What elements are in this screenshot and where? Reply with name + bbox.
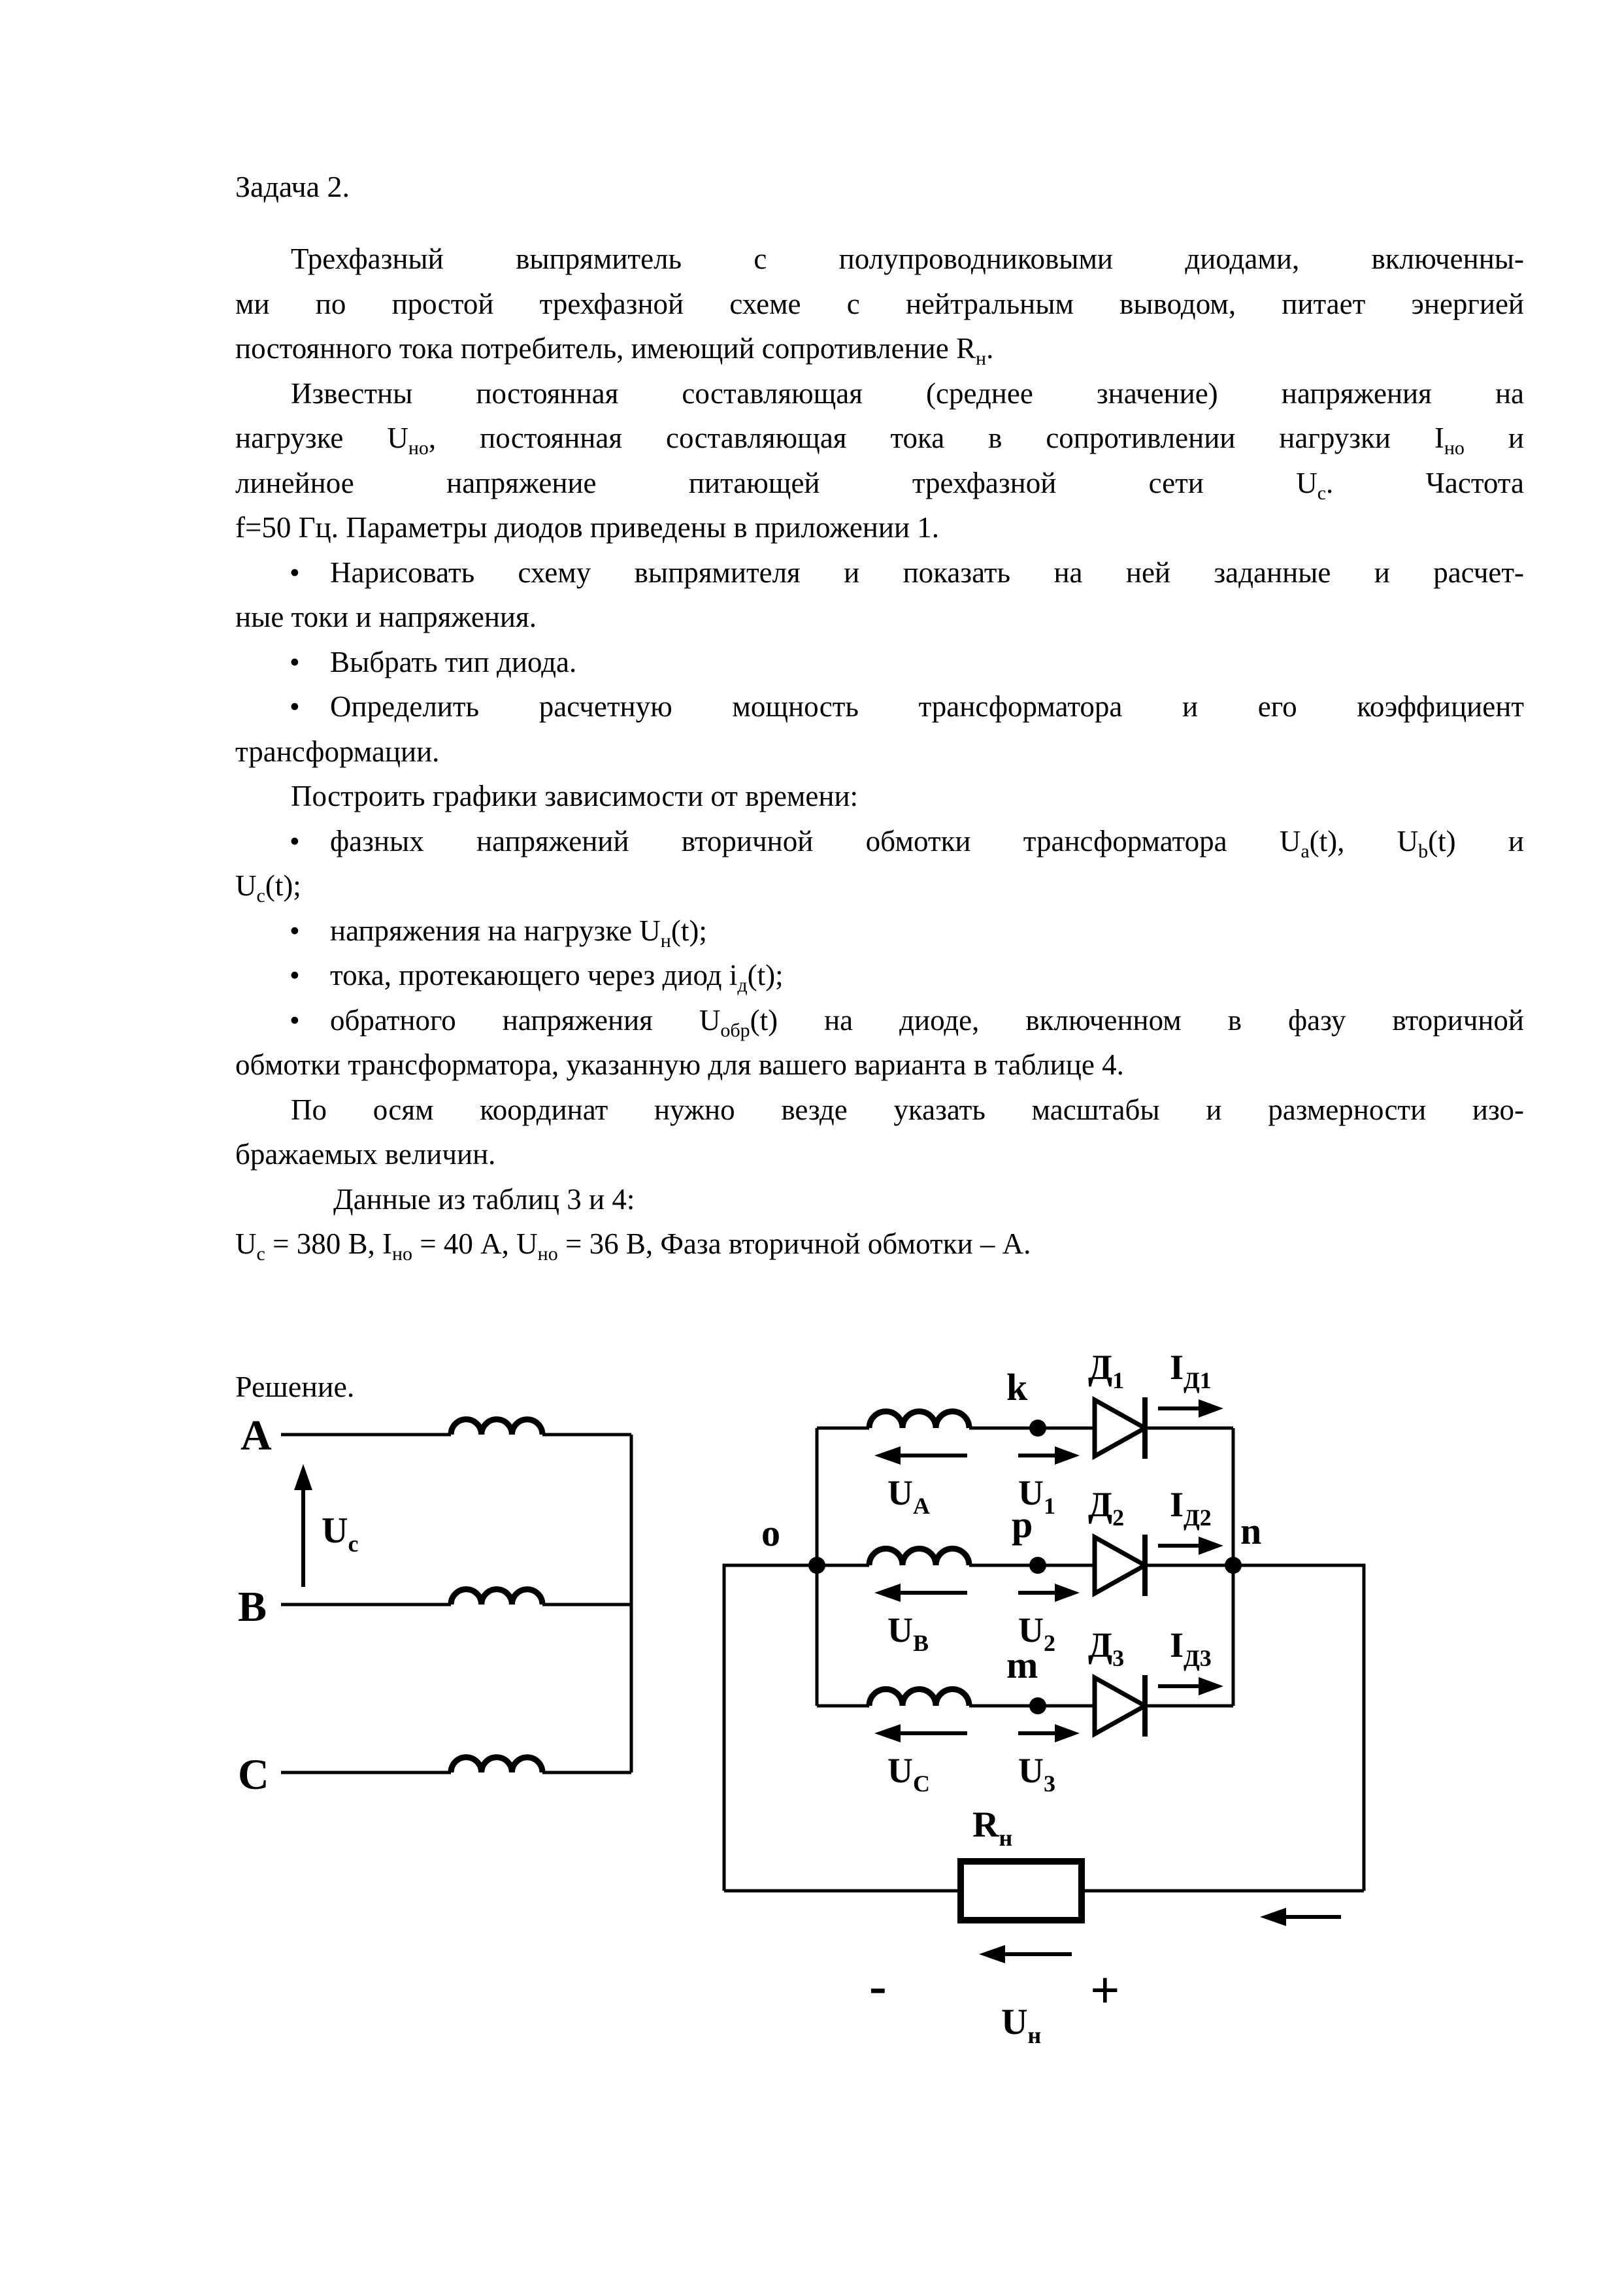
rectifier-circuit-diagram [0, 1348, 1624, 2137]
node-p-label: p [1012, 1503, 1033, 1546]
text-line-15: $U_c(t)$; [235, 869, 301, 907]
ub-arrowhead-icon [874, 1584, 901, 1602]
text-line-21: бражаемых величин. [235, 1138, 496, 1171]
text-line-12: трансформации. [235, 735, 440, 768]
phase-a-primary-winding [451, 1420, 542, 1435]
text-line-9: ные токи и напряжения. [235, 601, 537, 633]
u3-label: $U_3$ [1018, 1751, 1055, 1797]
phase-a-label: A [240, 1412, 272, 1459]
text-line-16: • напряжения на нагрузке $U_н(t)$; [235, 908, 1524, 954]
load-voltage-arrowhead-icon [979, 1945, 1005, 1963]
problem-text-block [235, 165, 1524, 1267]
u2-arrowhead-icon [1055, 1584, 1080, 1602]
id3-arrowhead-icon [1199, 1677, 1223, 1695]
bullet-icon: • [290, 645, 300, 678]
ub-label: $U_B$ [887, 1610, 929, 1656]
node-n-label: n [1240, 1510, 1262, 1552]
diode-d1 [1095, 1400, 1145, 1456]
uc-label: $U_C$ [887, 1751, 930, 1797]
secondary-b-winding [869, 1549, 969, 1566]
text-line-13: Построить графики зависимости от времени: [291, 780, 859, 812]
plus-sign: + [1090, 1962, 1120, 2020]
text-line-20: По осям координат нужно везде указать масштабы и размерности изо- [291, 1093, 1524, 1126]
positive-rail [1233, 1565, 1364, 1891]
text-line-1: Трехфазный выпрямитель с полупроводниковыми диодами, включенны- [291, 242, 1524, 275]
text-line-7: f=50 Гц. Параметры диодов приведены в приложении 1. [235, 511, 940, 544]
text-line-17: • тока, протекающего через диод $i_д(t)$; [235, 953, 1524, 998]
text-line-8: • Нарисовать схему выпрямителя и показать на ней заданные и расчет- [235, 550, 1524, 595]
text-line-3: постоянного тока потребитель, имеющий сопротивление $R_н$. [235, 332, 994, 369]
text-line-4: Известны постоянная составляющая (среднее значение) напряжения на [291, 376, 1524, 410]
load-voltage-label: $U_н$ [1001, 2002, 1042, 2048]
node-p-dot [1029, 1557, 1046, 1574]
node-k-label: k [1006, 1366, 1028, 1408]
u2-label: $U_2$ [1018, 1610, 1055, 1656]
text-line-19: обмотки трансформатора, указанную для вашего варианта в таблице 4. [235, 1048, 1124, 1081]
bullet-icon: • [290, 914, 300, 947]
u1-label: $U_1$ [1018, 1473, 1055, 1519]
u3-arrowhead-icon [1055, 1724, 1080, 1742]
id1-label: $I_{Д1}$ [1170, 1348, 1212, 1393]
phase-c-label: C [238, 1751, 269, 1799]
text-line-6: линейное напряжение питающей трехфазной сети $U_с$. Частота [235, 466, 1524, 504]
id2-arrowhead-icon [1199, 1537, 1223, 1555]
text-line-23: $U_c = 380$ В, $I_{но} = 40$ А, $U_{но} = 36$ В, Фаза вторичной обмотки – А. [235, 1227, 1031, 1265]
line-voltage-arrowhead-icon [294, 1464, 312, 1490]
bullet-icon: • [290, 556, 300, 589]
bullet-icon: • [290, 959, 300, 991]
secondary-c-winding [869, 1689, 969, 1706]
text-line-2: ми по простой трехфазной схеме с нейтральным выводом, питает энергией [235, 287, 1524, 320]
minus-sign: - [869, 1957, 887, 2015]
node-k-dot [1029, 1420, 1046, 1437]
uc-arrowhead-icon [874, 1724, 901, 1742]
page-title: Задача 2. [235, 170, 350, 203]
id2-label: $I_{Д2}$ [1170, 1485, 1212, 1531]
text-line-18: • обратного напряжения $U_{обр}(t)$ на диоде, включенном в фазу вторичной [235, 998, 1524, 1043]
id1-arrowhead-icon [1199, 1399, 1223, 1418]
node-m-label: m [1006, 1644, 1038, 1686]
phase-b-label: B [238, 1583, 267, 1631]
line-voltage-label: $U_c$ [322, 1510, 359, 1557]
diode-d1-label: $Д_1$ [1088, 1348, 1125, 1393]
problem-statement [235, 237, 1524, 1267]
phase-b-primary-winding [451, 1589, 542, 1605]
id3-label: $I_{Д3}$ [1170, 1625, 1212, 1671]
diode-d2-label: $Д_2$ [1088, 1485, 1125, 1531]
text-line-22: Данные из таблиц 3 и 4: [333, 1182, 635, 1216]
phase-c-primary-winding [451, 1757, 542, 1772]
text-line-10: • Выбрать тип диода. [235, 640, 1524, 685]
u1-arrowhead-icon [1055, 1446, 1080, 1465]
secondary-a-winding [869, 1412, 969, 1429]
bullet-icon: • [290, 1003, 300, 1037]
text-line-5: нагрузке $U_{но}$, постоянная составляющая тока в сопротивлении нагрузки $I_{но}$ и [235, 422, 1524, 459]
bullet-icon: • [290, 690, 300, 723]
node-o-label: o [761, 1512, 780, 1554]
node-m-dot [1029, 1697, 1046, 1714]
text-line-14: • фазных напряжений вторичной обмотки трансформатора $U_a(t)$, $U_b(t)$ и [235, 819, 1524, 864]
neutral-wire [724, 1565, 817, 1891]
text-line-11: • Определить расчетную мощность трансформатора и его коэффициент [235, 684, 1524, 729]
ua-arrowhead-icon [874, 1446, 901, 1465]
solution-label: Решение. [235, 1370, 355, 1403]
ua-label: $U_A$ [887, 1473, 930, 1519]
load-current-arrowhead-icon [1260, 1908, 1286, 1926]
load-resistor [961, 1861, 1082, 1920]
diode-d3 [1095, 1678, 1145, 1734]
diode-d2 [1095, 1537, 1145, 1593]
load-resistor-label: $R_н$ [972, 1805, 1013, 1851]
bullet-icon: • [290, 824, 300, 857]
diode-d3-label: $Д_3$ [1088, 1625, 1125, 1671]
